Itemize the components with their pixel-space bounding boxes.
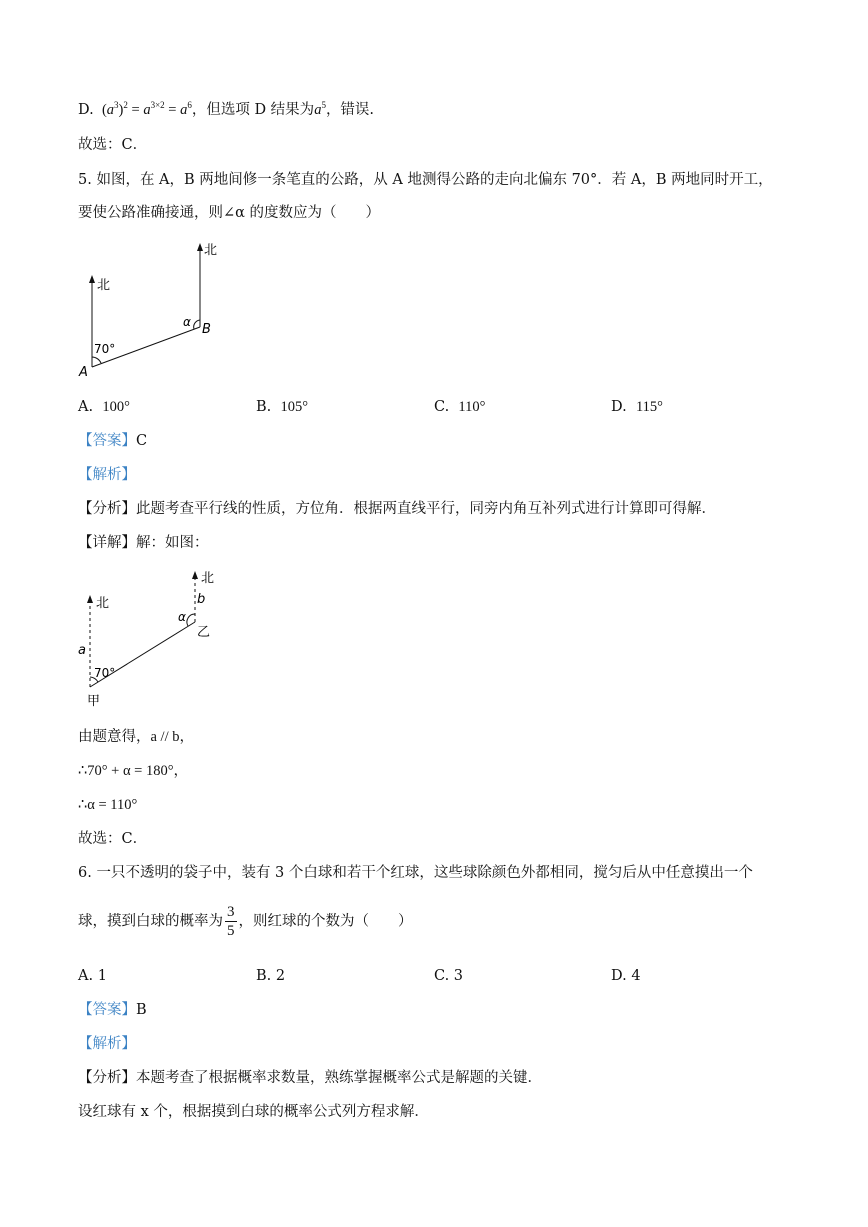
q5-stem-line1: 5. 如图，在 A，B 两地间修一条笔直的公路，从 A 地测得公路的走向北偏东 70°．若 A，B 两地同时开工， [78,172,773,188]
q6-answer-value: B [136,1002,147,1018]
q4-d-end: ，错误. [325,101,375,118]
q6-answer-tag: 【答案】 [78,1002,136,1018]
fig1-point-a: A [79,365,88,380]
q4-d-label: D. [78,101,94,118]
q5-option-a: A. 100° [78,399,130,415]
fig2-north2-label: 北 [201,571,215,586]
q4-d-a5: $a^5$ [314,100,326,118]
q5-answer [78,431,147,451]
q4-choose: 故选：C． [78,137,148,153]
q6-analysis-tag: 【解析】 [78,1036,136,1052]
fig1-north-label: 北 [97,278,111,293]
fig2-line-a: a [78,643,86,658]
q6-stem-line1: 6. 一只不透明的袋子中，装有 3 个白球和若干个红球，这些球除颜色外都相同，搅匀后从中任意摸出一个 [78,865,753,881]
q6-stem-line2a: 球，摸到白球的概率为 [78,913,223,930]
q5-figure-1 [70,235,230,380]
q6-stem-line2 [78,903,413,940]
fraction-numerator: 3 [227,904,235,920]
fig1-point-b: B [202,322,211,337]
fig1-north2-label: 北 [204,243,218,258]
q6-answer [78,1000,147,1020]
q5-step2: ∴70° + α = 180°， [78,763,189,779]
fig2-line-b: b [197,592,206,607]
fig2-alpha: α [178,610,186,624]
q5-option-d: D. 115° [611,399,663,415]
q5-figure-2 [70,565,230,715]
fig2-point-jia: 甲 [87,694,101,709]
q6-option-a: A. 1 [78,968,107,984]
fraction-denominator: 5 [227,923,235,939]
q6-option-c: C. 3 [434,968,464,984]
q5-choose: 故选：C． [78,831,148,847]
q6-stem-line2b: ，则红球的个数为（ ） [238,913,413,930]
fig1-angle-label: 70° [94,342,116,356]
q6-analysis: 【分析】本题考查了根据概率求数量，熟练掌握概率公式是解题的关键． [78,1070,542,1086]
q5-option-b: B. 105° [256,399,309,415]
q6-last-line: 设红球有 x 个，根据摸到白球的概率公式列方程求解． [78,1104,429,1120]
q4-d-formula: $(a^3)^2 = a^{3\times 2} = a^6$ [98,100,192,118]
q5-answer-tag: 【答案】 [78,433,136,449]
q5-step1: 由题意得，a // b， [78,729,194,745]
fig2-north-label: 北 [96,596,110,611]
fig2-point-yi: 乙 [197,625,211,640]
q5-stem-line2: 要使公路准确接通，则∠α 的度数应为（ ） [78,205,381,221]
q5-analysis-tag: 【解析】 [78,467,136,483]
q5-answer-value: C [136,433,148,449]
fig2-angle-label: 70° [94,666,116,680]
q6-probability-fraction [225,903,237,940]
q5-detail: 【详解】解：如图： [78,535,209,551]
q5-step3: ∴α = 110° [78,797,138,813]
q5-analysis: 【分析】此题考查平行线的性质，方位角．根据两直线平行，同旁内角互补列式进行计算即可得解． [78,501,716,517]
q6-option-d: D. 4 [611,968,641,984]
q4-option-d [78,95,374,120]
q5-option-c: C. 110° [434,399,486,415]
fig1-alpha: α [183,315,191,329]
q4-d-text: ，但选项 D 结果为 [191,101,315,118]
q6-option-b: B. 2 [256,968,286,984]
